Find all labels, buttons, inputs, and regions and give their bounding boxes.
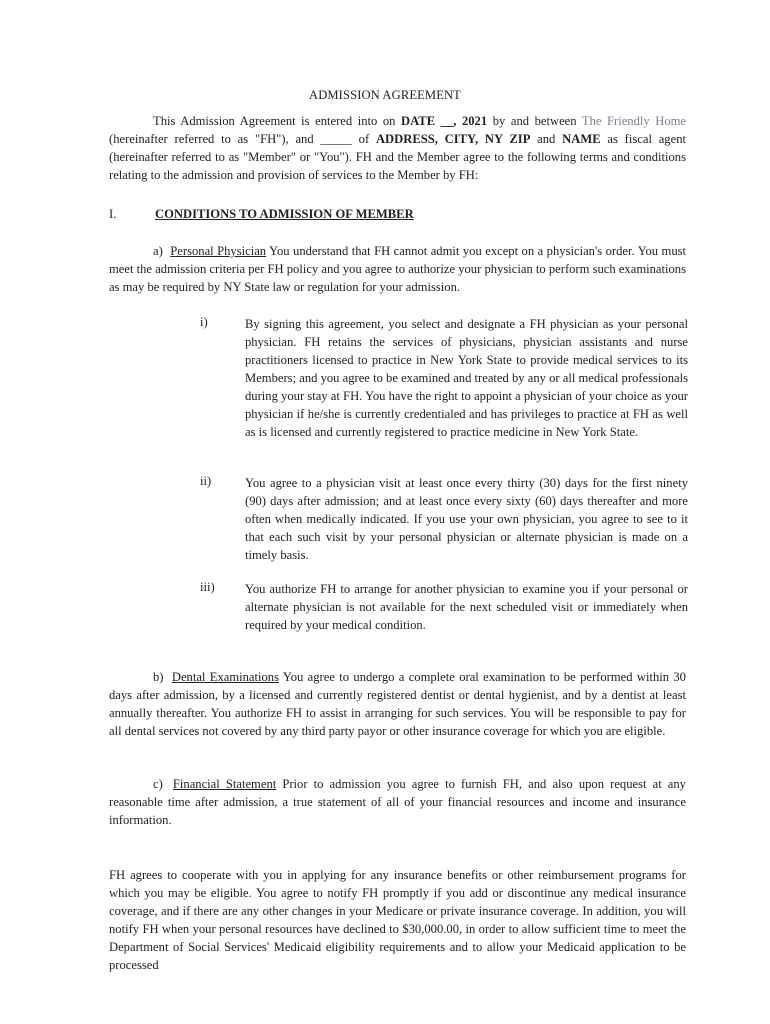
- sub-ii-label: ii): [200, 474, 212, 488]
- item-a-text: You understand that FH cannot admit you except on a physician's order. You must meet the admission criteria per FH policy and you agree to authorize your physician to perform such examinations as may be required by NY State law or regulation for your admission.: [109, 244, 687, 294]
- facility-name: The Friendly Home: [581, 114, 687, 128]
- intro-text-4: and: [537, 132, 556, 146]
- intro-text-3: (hereinafter referred to as "FH"), and _____ of: [109, 132, 370, 146]
- item-b-paragraph: [109, 668, 686, 740]
- section-title: CONDITIONS TO ADMISSION OF MEMBER: [155, 207, 414, 221]
- item-b-title: Dental Examinations: [171, 670, 280, 684]
- intro-text-5: as fiscal agent (hereinafter referred to as "Member" or "You"). FH and the Member agree to the following terms and conditions relating to the admission and provision of services to the Member by FH:: [109, 132, 686, 182]
- closing-paragraph: FH agrees to cooperate with you in applying for any insurance benefits or other reimbursement programs for which you may be eligible. You agree to notify FH promptly if you add or discontinue any medical insurance coverage, and if there are any other changes in your Medicare or private insurance coverage. In addition, you will notify FH when your personal resources have declined to $30,000.00, in order to allow sufficient time to meet the Department of Social Services' Medicaid eligibility requirements and to allow your Medicaid application to be processed: [109, 868, 686, 972]
- intro-paragraph: [109, 112, 686, 184]
- item-a-label: a): [153, 244, 163, 258]
- document-title: ADMISSION AGREEMENT: [309, 88, 461, 102]
- item-c-title: Financial Statement: [172, 777, 277, 791]
- item-b-text: You agree to undergo a complete oral examination to be performed within 30 days after admission, by a licensed and currently registered dentist or dental hygienist, and by a dentist at least annually thereafter. You authorize FH to assist in arranging for such services. You will be responsible to pay for all dental services not covered by any third party payor or other insurance coverage for which you are eligible.: [109, 670, 686, 738]
- sub-iii-label: iii): [200, 580, 215, 594]
- member-address: ADDRESS, CITY, NY ZIP: [375, 132, 531, 146]
- item-b-label: b): [153, 670, 164, 684]
- section-number: I.: [109, 207, 117, 221]
- agreement-date: DATE __, 2021: [401, 114, 488, 128]
- member-name: NAME: [562, 132, 601, 146]
- sub-i-label: i): [200, 315, 208, 329]
- item-a-paragraph: [109, 242, 686, 296]
- intro-text-1: This Admission Agreement is entered into on: [153, 114, 396, 128]
- intro-text-2: by and between: [492, 114, 577, 128]
- sub-i-text: By signing this agreement, you select and designate a FH physician as your personal physician. FH retains the services of physicians, physician assistants and nurse practitioners licensed to practice in New York State to provide medical services to its Members; and you agree to be examined and treated by any or all medical professionals during your stay at FH. You have the right to appoint a physician of your choice as your physician if he/she is currently credentialed and has privileges to practice at FH as well as is licensed and currently registered to practice medicine in New York State.: [245, 317, 688, 439]
- sub-iii-text: You authorize FH to arrange for another physician to examine you if your personal or alternate physician is not available for the next scheduled visit or immediately when required by your medical condition.: [245, 582, 688, 632]
- item-a-title: Personal Physician: [170, 244, 267, 258]
- sub-ii-text: You agree to a physician visit at least once every thirty (30) days for the first ninety (90) days after admission; and at least once every sixty (60) days thereafter and more often when medically indicated. If you use your own physician, you agree to see to it that each such visit by your personal physician or alternate physician is made on a timely basis.: [245, 476, 688, 562]
- item-c-label: c): [153, 777, 163, 791]
- item-c-paragraph: [109, 775, 686, 829]
- item-c-text: Prior to admission you agree to furnish FH, and also upon request at any reasonable time after admission, a true statement of all of your financial resources and income and insurance information.: [109, 777, 686, 827]
